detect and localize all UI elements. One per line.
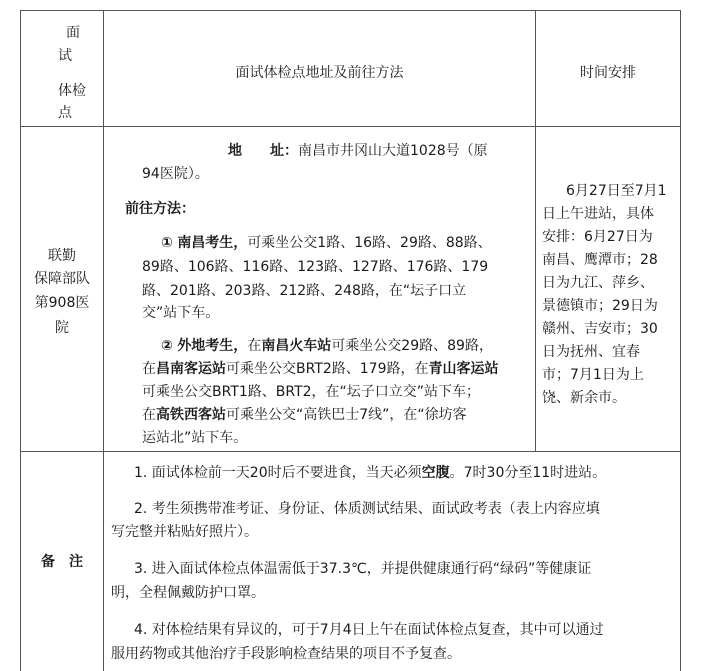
address-line: 94医院）。	[142, 166, 209, 182]
note-item-1: 1. 面试体检前一天20时后不要进食，当天必须空腹。7时30分至11时进站。	[134, 465, 607, 481]
outside-line: 在高铁西客站可乘坐公交“高铁巴士7线”，在“徐坊客	[142, 407, 467, 423]
note-item-3: 3. 进入面试体检点体温需低于37.3℃，并提供健康通行码“绿码”等健康证	[134, 561, 592, 577]
note-item-2: 写完整并粘贴好照片）。	[111, 524, 258, 540]
header-venue-line: 点	[58, 105, 72, 121]
nanchang-title: 南昌考生，	[177, 235, 248, 251]
directions-label: 前往方法：	[125, 201, 195, 217]
station-name: 青山客运站	[428, 361, 499, 377]
outside-title: 外地考生，	[177, 338, 248, 354]
schedule-line: 景德镇市；29日为	[542, 298, 658, 314]
row-divider-notes	[20, 451, 681, 452]
header-venue-line: 面	[66, 25, 80, 41]
station-name: 南昌火车站	[261, 338, 332, 354]
table-border-right	[680, 10, 681, 671]
outside-number: ②	[161, 338, 173, 354]
address-line	[228, 140, 488, 162]
nanchang-line	[161, 232, 492, 254]
outside-line: 运站北”站下车。	[142, 430, 248, 446]
table-border-top	[20, 10, 681, 11]
note-item-2: 2. 考生须携带准考证、身份证、体质测试结果、面试政考表（表上内容应填	[134, 501, 600, 517]
outside-line: 在昌南客运站可乘坐公交BRT2路、179路，在青山客运站	[142, 361, 499, 377]
station-name: 高铁西客站	[156, 407, 226, 423]
venue-name-line: 联勤	[48, 248, 76, 264]
notes-label: 备 注	[41, 554, 83, 570]
nanchang-line: 交”站下车。	[142, 305, 220, 321]
venue-name-line: 院	[55, 320, 69, 336]
schedule-line: 6月27日至7月1	[566, 183, 667, 199]
note-item-4: 服用药物或其他治疗手段影响检查结果的项目不予复查。	[111, 646, 461, 662]
fasting-emphasis: 空腹	[421, 465, 450, 481]
station-name: 昌南客运站	[156, 361, 226, 377]
header-address-title: 面试体检点地址及前往方法	[235, 65, 404, 81]
schedule-line: 南昌、鹰潭市；28	[542, 252, 658, 268]
schedule-line: 日上午进站，具体	[542, 206, 654, 222]
schedule-line: 赣州、吉安市；30	[542, 321, 658, 337]
address-text: 南昌市井冈山大道1028号（原	[298, 143, 488, 159]
outside-line: ② 外地考生，在南昌火车站可乘坐公交29路、89路，	[161, 338, 493, 354]
note-item-4: 4. 对体检结果有异议的，可于7月4日上午在面试体检点复查，其中可以通过	[134, 622, 604, 638]
nanchang-line: 路、201路、203路、212路、248路，在“坛子口立	[142, 283, 467, 299]
header-venue-line: 试	[58, 48, 72, 64]
schedule-line: 安排：6月27日为	[542, 229, 653, 245]
schedule-line: 饶、新余市。	[542, 390, 626, 406]
venue-name-line: 保障部队	[34, 271, 90, 287]
column-divider-1	[103, 10, 104, 671]
note-item-3: 明，全程佩戴防护口罩。	[111, 585, 265, 601]
header-venue-line: 体检	[58, 83, 86, 99]
nanchang-line: 89路、106路、116路、123路、127路、176路、179	[142, 259, 489, 275]
header-schedule-title: 时间安排	[580, 65, 636, 81]
row-divider-header	[20, 126, 681, 127]
nanchang-text: 可乘坐公交1路、16路、29路、88路、	[247, 235, 492, 251]
nanchang-number: ①	[161, 235, 173, 251]
venue-name-line: 第908医	[34, 295, 90, 311]
address-label: 地 址：	[228, 143, 298, 159]
schedule-line: 日为九江、萍乡、	[542, 275, 654, 291]
outside-line: 可乘坐公交BRT1路、BRT2，在“坛子口立交”站下车；	[142, 384, 481, 400]
schedule-line: 市；7月1日为上	[542, 367, 644, 383]
schedule-line: 日为抚州、宜春	[542, 344, 640, 360]
